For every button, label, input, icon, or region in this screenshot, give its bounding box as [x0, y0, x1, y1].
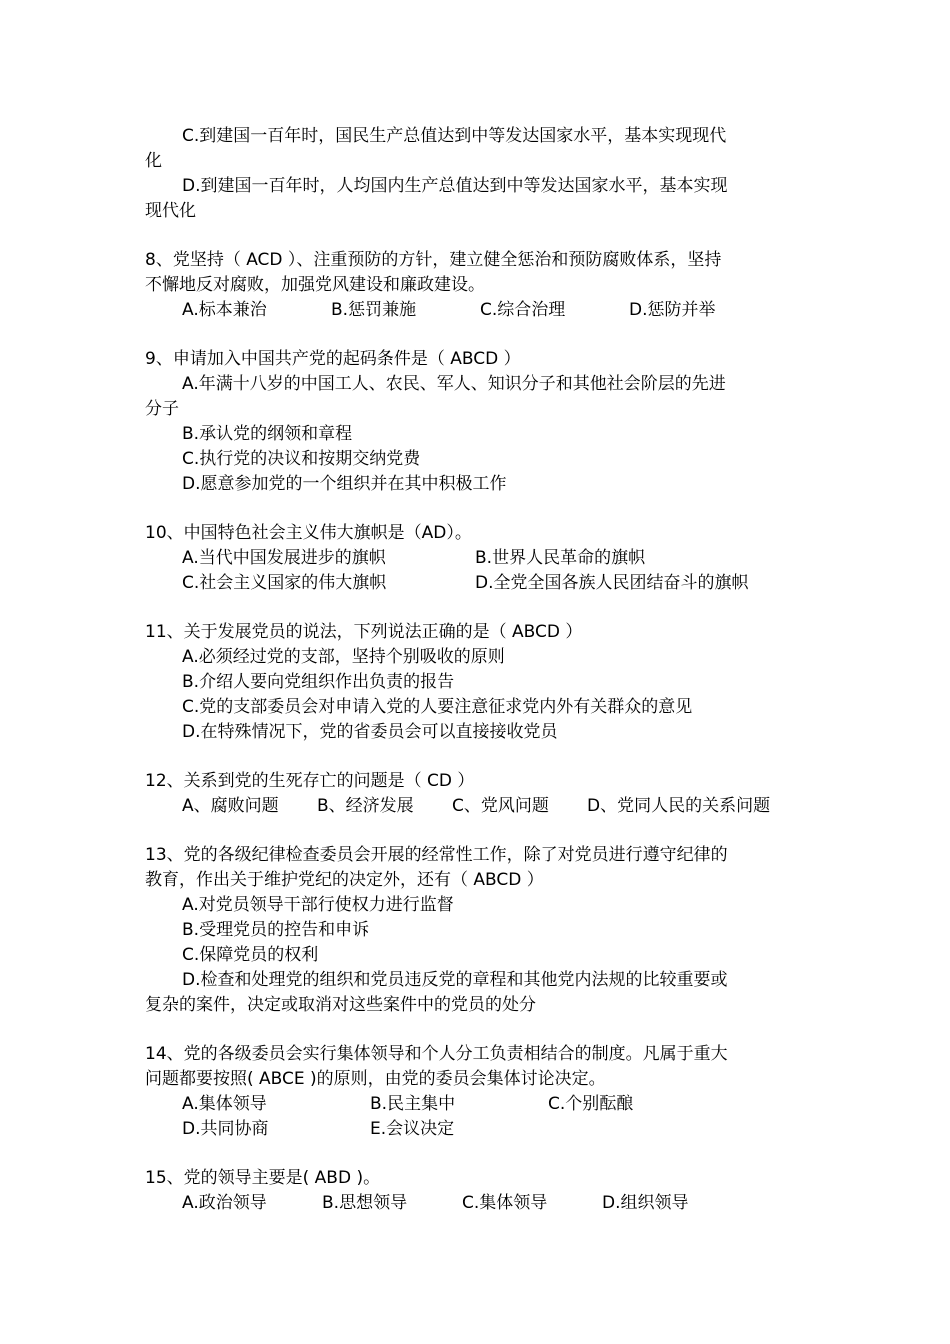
q15-option-a: A.政治领导	[182, 1193, 267, 1213]
q11-stem: 11、关于发展党员的说法，下列说法正确的是（ ABCD ）	[145, 622, 583, 642]
q11-option-c: C.党的支部委员会对申请入党的人要注意征求党内外有关群众的意见	[182, 697, 693, 717]
q10-options-row2	[145, 571, 810, 596]
q15-option-d: D.组织领导	[602, 1193, 689, 1213]
q13-option-d-line2: 复杂的案件，决定或取消对这些案件中的党员的处分	[145, 995, 536, 1015]
q15-options	[145, 1191, 810, 1216]
spacer	[145, 1142, 810, 1166]
q9-option-a-line1: A.年满十八岁的中国工人、农民、军人、知识分子和其他社会阶层的先进	[182, 374, 726, 394]
q12-stem: 12、关系到党的生死存亡的问题是（ CD ）	[145, 771, 475, 791]
spacer	[145, 1018, 810, 1042]
q8-options	[145, 298, 810, 323]
q10-option-d: D.全党全国各族人民团结奋斗的旗帜	[475, 573, 749, 593]
q10-options-row1	[145, 546, 810, 571]
q14-option-a: A.集体领导	[182, 1094, 267, 1114]
q12-option-b: B、经济发展	[317, 796, 414, 816]
q9-option-a-line2: 分子	[145, 399, 179, 419]
question-list	[145, 124, 810, 1216]
q14-option-b: B.民主集中	[370, 1094, 456, 1114]
q10-option-a: A.当代中国发展进步的旗帜	[182, 548, 386, 568]
q13-stem-line2: 教育，作出关于维护党纪的决定外，还有（ ABCD ）	[145, 870, 544, 890]
q12-options	[145, 794, 810, 819]
q12-option-a: A、腐败问题	[182, 796, 279, 816]
q15-option-c: C.集体领导	[462, 1193, 548, 1213]
q9-stem: 9、申请加入中国共产党的起码条件是（ ABCD ）	[145, 349, 521, 369]
q9-option-d: D.愿意参加党的一个组织并在其中积极工作	[182, 474, 507, 494]
q14-stem-line2: 问题都要按照( ABCE )的原则，由党的委员会集体讨论决定。	[145, 1069, 606, 1089]
q14-option-c: C.个别酝酿	[548, 1094, 634, 1114]
q7-option-d-line1: D.到建国一百年时，人均国内生产总值达到中等发达国家水平，基本实现	[182, 176, 728, 196]
q8-option-d: D.惩防并举	[629, 300, 716, 320]
q11-option-a: A.必须经过党的支部，坚持个别吸收的原则	[182, 647, 505, 667]
q7-option-c-line2: 化	[145, 151, 162, 171]
spacer	[145, 596, 810, 620]
q9-option-b: B.承认党的纲领和章程	[182, 424, 353, 444]
q14-stem-line1: 14、党的各级委员会实行集体领导和个人分工负责相结合的制度。凡属于重大	[145, 1044, 728, 1064]
q13-option-b: B.受理党员的控告和申诉	[182, 920, 370, 940]
q13-option-d-line1: D.检查和处理党的组织和党员违反党的章程和其他党内法规的比较重要或	[182, 970, 728, 990]
q8-stem-line2: 不懈地反对腐败，加强党风建设和廉政建设。	[145, 275, 485, 295]
q14-options-row1	[145, 1092, 810, 1117]
q8-option-b: B.惩罚兼施	[331, 300, 417, 320]
q12-option-d: D、党同人民的关系问题	[587, 796, 771, 816]
q13-stem-line1: 13、党的各级纪律检查委员会开展的经常性工作，除了对党员进行遵守纪律的	[145, 845, 728, 865]
q15-option-b: B.思想领导	[322, 1193, 408, 1213]
q12-option-c: C、党风问题	[452, 796, 549, 816]
spacer	[145, 224, 810, 248]
q8-stem-line1: 8、党坚持（ ACD ）、注重预防的方针，建立健全惩治和预防腐败体系，坚持	[145, 250, 722, 270]
q13-option-c: C.保障党员的权利	[182, 945, 319, 965]
q8-option-a: A.标本兼治	[182, 300, 267, 320]
spacer	[145, 323, 810, 347]
q7-option-c-line1: C.到建国一百年时，国民生产总值达到中等发达国家水平，基本实现现代	[182, 126, 727, 146]
spacer	[145, 497, 810, 521]
spacer	[145, 745, 810, 769]
q10-stem: 10、中国特色社会主义伟大旗帜是（AD）。	[145, 523, 472, 543]
q14-option-d: D.共同协商	[182, 1119, 269, 1139]
q7-option-d-line2: 现代化	[145, 201, 196, 221]
q11-option-d: D.在特殊情况下，党的省委员会可以直接接收党员	[182, 722, 558, 742]
q14-options-row2	[145, 1117, 810, 1142]
q13-option-a: A.对党员领导干部行使权力进行监督	[182, 895, 454, 915]
q10-option-b: B.世界人民革命的旗帜	[475, 548, 646, 568]
q11-option-b: B.介绍人要向党组织作出负责的报告	[182, 672, 455, 692]
q15-stem: 15、党的领导主要是( ABD )。	[145, 1168, 381, 1188]
q10-option-c: C.社会主义国家的伟大旗帜	[182, 573, 387, 593]
q9-option-c: C.执行党的决议和按期交纳党费	[182, 449, 421, 469]
q14-option-e: E.会议决定	[370, 1119, 455, 1139]
spacer	[145, 819, 810, 843]
q8-option-c: C.综合治理	[480, 300, 566, 320]
